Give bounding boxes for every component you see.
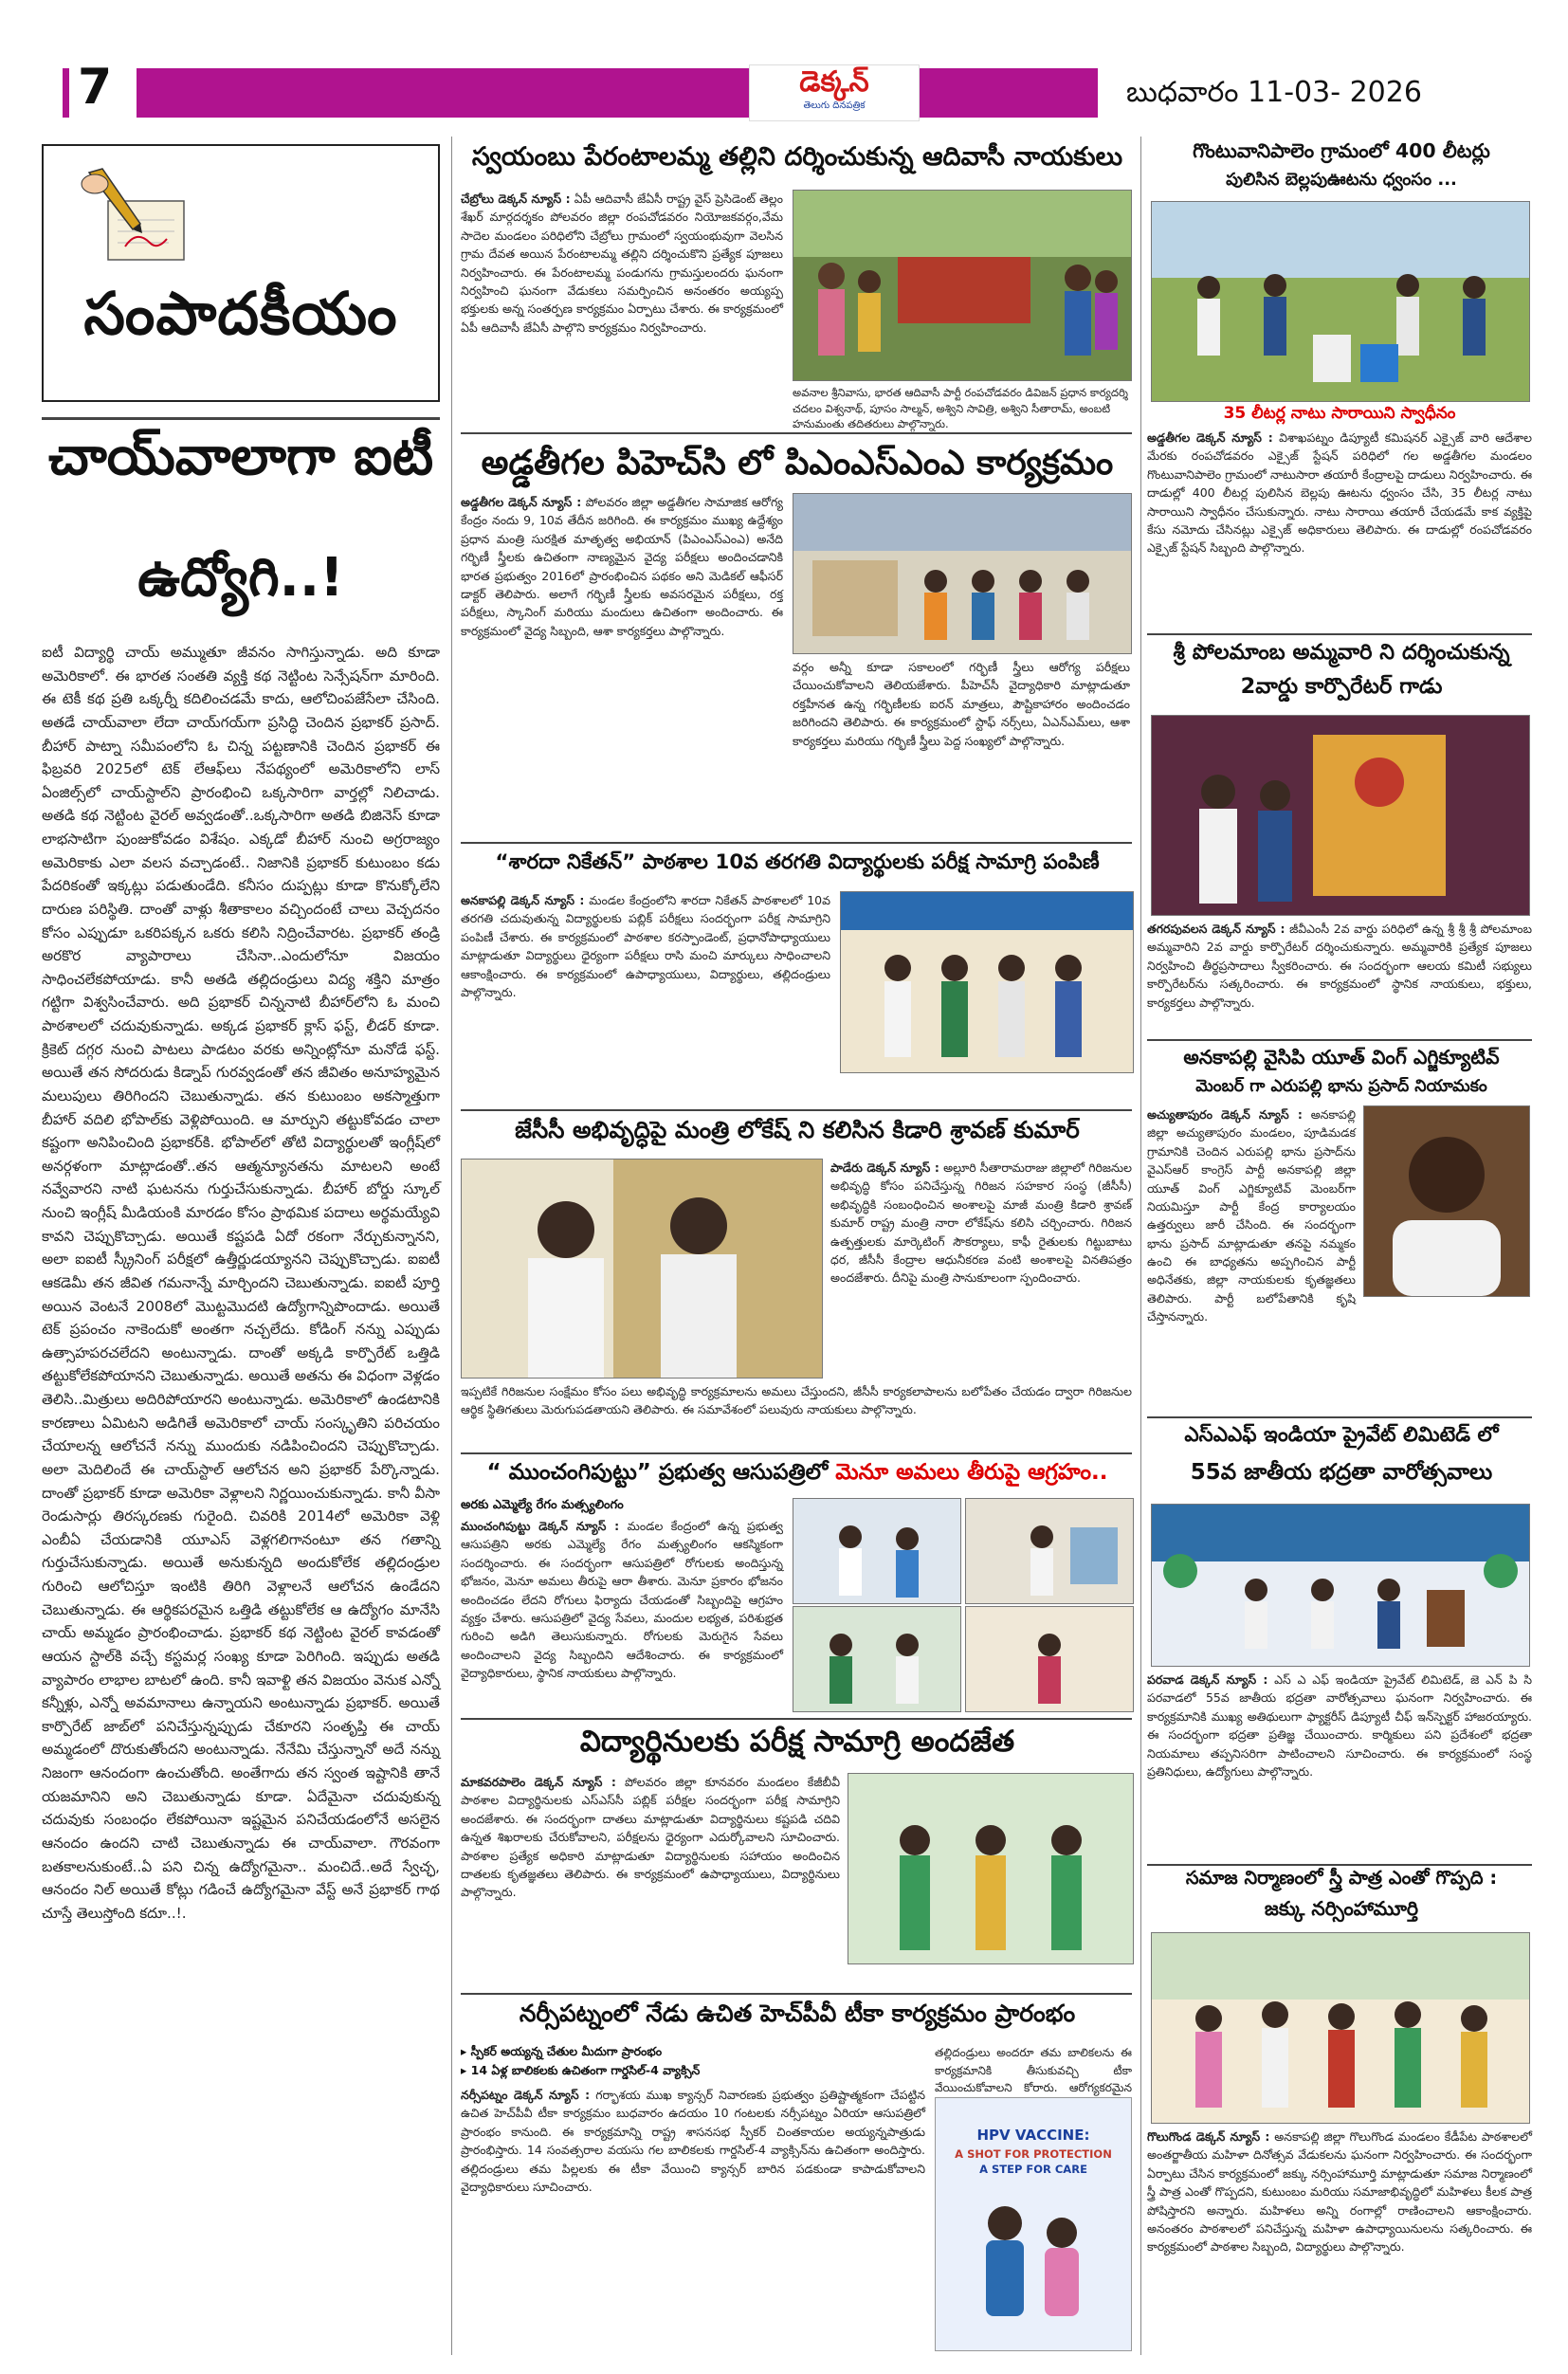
headline-a5: “శారదా నికేతన్” పాఠశాల 10వ తరగతి విద్యార్థులకు పరీక్ష సామాగ్రి పంపిణీ: [495, 850, 1100, 874]
body-a12: గర్భాశయ ముఖ క్యాన్సర్ నివారణకు ప్రభుత్వం ప్రతిష్టాత్మకంగా చేపట్టిన ఉచిత హెచ్‌పీవీ టీకా కార్యక్రమం బుధవారం ఉదయం 10 గంటలకు నర్సీపట్నం ఏరియా ఆసుపత్రిలో ప్రారంభం కానుంది. ఈ కార్యక్రమాన్ని రాష్ట్ర శాసనసభ స్పీకర్ చింతకాయల అయ్యన్నపాత్రుడు ప్రారంభిస్తారు. 14 సంవత్సరాల వయసు గల బాలికలకు గార్డసిల్-4 వ్యాక్సిన్‌ను ఉచితంగా అందిస్తారు. తల్లిదండ్రులు తమ పిల్లలకు ఈ టీకా వేయించి క్యాన్సర్ బారిన పడకుండా కాపాడుకోవాలని వైద్యాధికారులు సూచించారు.: [461, 2088, 925, 2194]
photo-a9-hospital-4: [965, 1606, 1134, 1712]
body-a8: ఎస్ ఎ ఎఫ్ ఇండియా ప్రైవేట్ లిమిటెడ్, జె ఎన్ పి సి పరవాడలో 55వ జాతీయ భద్రతా వారోత్సవాలు ఘనంగా నిర్వహించారు. ఈ కార్యక్రమానికి ముఖ్య అతిథులుగా ఫ్యాక్టరీస్ డిప్యూటీ చీఫ్ ఇన్‌స్పెక్టర్ హాజరయ్యారు. ఈ సందర్భంగా భద్రతా ప్రతిజ్ఞ చేయించారు. కార్మికులు పని ప్రదేశంలో భద్రతా నియమాలు తప్పనిసరిగా పాటించాలని సూచించారు. ఈ కార్యక్రమంలో సంస్థ ప్రతినిధులు, ఉద్యోగులు పాల్గొన్నారు.: [1147, 1672, 1532, 1779]
headline-a9: [461, 1460, 1134, 1485]
headline-a12: నర్సీపట్నంలో నేడు ఉచిత హెచ్‌పీవీ టీకా కార్యక్రమం ప్రారంభం: [519, 2000, 1076, 2027]
article-a3-body: [461, 493, 783, 834]
photo-a10-womens-day: [1151, 1932, 1530, 2124]
body-a11: పోలవరం జిల్లా కూనవరం మండలం కేజీబీవీ పాఠశాల విద్యార్థినులకు ఎస్ఎస్‌సీ పబ్లిక్ పరీక్షల సందర్భంగా పరీక్ష సామాగ్రిని అందజేశారు. ఈ సందర్భంగా దాతలు మాట్లాడుతూ విద్యార్థినులు కష్టపడి చదివి ఉన్నత శిఖరాలకు చేరుకోవాలని, పరీక్షలను ధైర్యంగా ఎదుర్కోవాలని సూచించారు. పాఠశాల ప్రత్యేక అధికారి మాట్లాడుతూ విద్యార్థినులకు సహాయం అందించిన దాతలకు కృతజ్ఞతలు తెలిపారు. ఈ కార్యక్రమంలో ఉపాధ్యాయులు, విద్యార్థినులు పాల్గొన్నారు.: [461, 1775, 840, 1900]
photo-a1-gathering: [793, 190, 1132, 381]
body-a2: విశాఖపట్నం డిప్యూటీ కమిషనర్ ఎక్సైజ్ వారి ఆదేశాల మేరకు రంపచోడవరం ఎక్సైజ్ స్టేషన్ పరిధిలో గల అడ్డతీగల మండలం గొంటువానిపాలెం గ్రామంలో నాటుసారా తయారీ కేంద్రాలపై దాడులు నిర్వహించారు. ఈ దాడుల్లో 400 లీటర్ల పులిసిన బెల్లపు ఊటను ధ్వంసం చేసి, 35 లీటర్ల నాటు సారాయిని స్వాధీనం చేసుకున్నారు. నాటు సారాయి తయారీ చేయడమే కాక వ్యక్తిపై కేసు నమోదు చేసినట్లు ఎక్సైజ్ అధికారులు తెలిపారు. ఈ దాడుల్లో రంపచోడవరం ఎక్సైజ్ స్టేషన్ సిబ్బంది పాల్గొన్నారు.: [1147, 430, 1532, 556]
headline-a8-2: 55వ జాతీయ భద్రతా వారోత్సవాలు: [1190, 1460, 1493, 1485]
poster-line-1: HPV VACCINE:: [976, 2127, 1090, 2144]
divider-a5: [461, 1109, 1132, 1111]
page-number-marker: [63, 68, 69, 118]
divider-a7: [461, 1452, 1132, 1454]
headline-a9-red: మెనూ అమలు తీరుపై ఆగ్రహం..: [835, 1460, 1108, 1485]
editorial-headline-1: చాయ్‌వాలాగా ఐటీ: [47, 426, 434, 487]
headline-a6-2: మెంబర్ గా ఎరుపల్లి భాను ప్రసాద్ నియామకం: [1195, 1077, 1487, 1096]
body-a3: పోలవరం జిల్లా అడ్డతీగల సామాజిక ఆరోగ్య కేంద్రం నందు 9, 10వ తేదీన జరిగింది. ఈ కార్యక్రమం ముఖ్య ఉద్దేశ్యం ప్రధాన మంత్రి సురక్షిత మాతృత్వ అభియాన్ (పిఎంఎస్ఎంఎ) అనేది గర్భిణీ స్త్రీలకు ఉచితంగా నాణ్యమైన వైద్య పరీక్షలు అందించడానికి భారత ప్రభుత్వం 2016లో ప్రారంభించిన పథకం అని మెడికల్ ఆఫీసర్ డాక్టర్ తెలిపారు. అలాగే గర్భిణీ స్త్రీలకు అవసరమైన పరీక్షలు, రక్త పరీక్షలు, స్కానింగ్ మరియు మందులు ఉచితంగా అందించారు. ఈ కార్యక్రమంలో వైద్య సిబ్బంది, ఆశా కార్యకర్తలు పాల్గొన్నారు.: [461, 495, 783, 638]
body-a12-continued: తల్లిదండ్రులు అందరూ తమ బాలికలను ఈ కార్యక్రమానికి తీసుకువచ్చి టీకా వేయించుకోవాలని కోరారు. ఆరోగ్యకరమైన: [935, 2046, 1132, 2095]
poster-line-3: A STEP FOR CARE: [979, 2163, 1087, 2176]
body-a7-continued: ఇప్పటికే గిరిజనుల సంక్షేమం కోసం పలు అభివృద్ధి కార్యక్రమాలను అమలు చేస్తుందని, జీసీసీ కార్యకలాపాలను బలోపేతం చేయడం ద్వారా గిరిజనుల ఆర్థిక స్థితిగతులు మెరుగుపడతాయని తెలిపారు. ఈ సమావేశంలో పలువురు నాయకులు పాల్గొన్నారు.: [461, 1384, 1132, 1417]
body-a1: ఏపీ ఆదివాసీ జేఏసీ రాష్ట్ర వైస్ ప్రెసిడెంట్ తెల్లం శేఖర్ మార్గదర్శకం పోలవరం జిల్లా రంపచోడవరం నియోజకవర్గం,వేమ సాదెల మండలం పరిధిలోని చేబ్రోలు గ్రామంలో స్వయంభువుగా వెలసిన గ్రామ దేవత అయిన పేరంటాలమ్మ తల్లిని దర్శించుకొని ప్రత్యేక పూజలు నిర్వహించారు. ఈ పేరంటాలమ్మ పండుగను గ్రామస్తులందరు ఘనంగా నిర్వహించి ఘనంగా వేడుకలు సమర్పించిన అనంతరం అయ్యప్ప భక్తులకు అన్న సంతర్పణ కార్యక్రమం ఏర్పాటు చేశారు. ఈ కార్యక్రమంలో ఏపీ ఆదివాసీ జేఏసీ పాల్గొని కార్యక్రమం నిర్వహించారు.: [461, 192, 783, 335]
dateline-a8: పరవాడ డెక్కన్ న్యూస్ :: [1147, 1672, 1268, 1687]
photo-a11-students: [848, 1773, 1134, 1964]
dateline-a10: గొలుగొండ డెక్కన్ న్యూస్ :: [1147, 2129, 1270, 2144]
headline-a2-2: పులిసిన బెల్లపుఊటను ధ్వంసం ...: [1226, 170, 1457, 190]
divider-a9: [461, 1718, 1132, 1720]
dateline-a3: అడ్డతీగల డెక్కన్ న్యూస్ :: [461, 495, 582, 509]
bullet-a12-1: [461, 2044, 783, 2062]
article-a12-body: [461, 2086, 925, 2351]
body-a7: అల్లూరి సీతారామరాజు జిల్లాలో గిరిజనుల అభివృద్ధి కోసం పనిచేస్తున్న గిరిజన సహకార సంస్థ (జీసీసీ) అభివృద్ధికి సంబంధించిన అంశాలపై మాజీ మంత్రి కిడారి శ్రావణ్ కుమార్ రాష్ట్ర మంత్రి నారా లోకేష్‌ను కలిసి చర్చించారు. గిరిజన ఉత్పత్తులకు మార్కెటింగ్ సౌకర్యాలు, కాఫీ రైతులకు గిట్టుబాటు ధర, జీసీసీ కేంద్రాల ఆధునీకరణ వంటి అంశాలపై వినతిపత్రం అందజేశారు. దీనిపై మంత్రి సానుకూలంగా స్పందించారు.: [830, 1160, 1132, 1286]
photo-a5-school: [840, 891, 1134, 1073]
dateline-a5: అనకాపల్లి డెక్కన్ న్యూస్ :: [461, 893, 585, 907]
headline-a3: అడ్డతీగల పిహెచ్‌సి లో పిఎంఎస్ఎంఎ కార్యక్రమం: [481, 444, 1114, 483]
divider-a6: [1147, 1416, 1532, 1418]
subhead-a9: అరకు ఎమ్మెల్యే రేగం మత్స్యలింగం: [461, 1498, 624, 1512]
article-a6-body: [1147, 1105, 1356, 1324]
headline-a2-1: గొంటువానిపాలెం గ్రామంలో 400 లీటర్లు: [1193, 139, 1490, 162]
article-a11-body: [461, 1773, 840, 1987]
hpv-poster: [935, 2097, 1132, 2351]
logo-text: డెక్కన్: [799, 65, 869, 99]
headline-a4-2: 2వార్డు కార్పొరేటర్ గాడు: [1240, 674, 1443, 699]
photo-a7-meeting: [461, 1159, 823, 1379]
dateline-a4: తగరపువలస డెక్కన్ న్యూస్ :: [1147, 922, 1285, 936]
pen-writing-icon: [70, 163, 212, 277]
body-a4: జీవీఎంసీ 2వ వార్డు పరిధిలో ఉన్న శ్రీ శ్రీ శ్రీ పోలమాంబ అమ్మవారిని 2వ వార్డు కార్పొరేటర్ దర్శించుకున్నారు. అమ్మవారికి ప్రత్యేక పూజలు నిర్వహించి తీర్థప్రసాదాలు స్వీకరించారు. ఈ సందర్భంగా ఆలయ కమిటీ సభ్యులు కార్పొరేటర్‌ను సత్కరించారు. ఈ కార్యక్రమంలో స్థానిక నాయకులు, భక్తులు, కార్యకర్తలు పాల్గొన్నారు.: [1147, 922, 1532, 1010]
bullet-icon: ▸: [461, 2044, 471, 2058]
logo-box: [749, 64, 920, 121]
dateline-a7: పాడేరు డెక్కన్ న్యూస్ :: [830, 1160, 939, 1175]
editorial-title-box: [42, 144, 440, 402]
body-a3-continued: వర్గం అన్నీ కూడా సకాలంలో గర్భిణీ స్త్రీలు ఆరోగ్య పరీక్షలు చేయించుకోవాలని తెలియజేశారు. పీహెచ్‌సీ వైద్యాధికారి మాట్లాడుతూ రక్తహీనత ఉన్న గర్భిణీలకు ఐరన్ మాత్రలు, పౌష్టికాహారం అందించడం జరిగిందని తెలిపారు. ఈ కార్యక్రమంలో స్టాఫ్ నర్స్‌లు, ఏఎన్ఎమ్‌లు, ఆశా కార్యకర్తలు మరియు గర్భిణీ స్త్రీలు పెద్ద సంఖ్యలో పాల్గొన్నారు.: [793, 660, 1130, 748]
divider-a2: [1147, 633, 1532, 635]
headline-a4-1: శ్రీ పోలమాంబ అమ్మవారి ని దర్శించుకున్న: [1173, 640, 1510, 665]
headline-a11: విద్యార్థినులకు పరీక్ష సామాగ్రి అందజేత: [579, 1725, 1015, 1759]
poster-line-2: A SHOT FOR PROTECTION: [955, 2147, 1112, 2161]
headline-a10-2: జక్కు నర్సింహామూర్తి: [1264, 1897, 1419, 1920]
photo-a9-hospital-2: [965, 1498, 1134, 1604]
headline-a10-1: సమాజ నిర్మాణంలో స్త్రీ పాత్ర ఎంతో గొప్పది :: [1185, 1867, 1498, 1889]
editorial-body: ఐటీ విద్యార్థి చాయ్ అమ్ముతూ జీవనం సాగిస్తున్నాడు. అది కూడా అమెరికాలో. ఈ భారత సంతతి వ్యక్తి కథ నెట్టింట సెన్సేషన్‌గా మారింది. ఈ టెకీ కథ ప్రతి ఒక్కర్నీ కదిలించడమే కాదు, ఆలోచింపజేసేలా చేసింది. అతడే చాయ్‌వాలా లేదా చాయ్‌గయ్‌గా ప్రసిద్ధి చెందిన ప్రభాకర్ ప్రసాద్. బీహార్ పాట్నా సమీపంలోని ఓ చిన్న పట్టణానికి చెందిన ప్రభాకర్ ఈ ఫిబ్రవరి 2025లో టెక్ లేఆఫ్‌లు నేపథ్యంలో అమెరికాలోని లాస్ ఏంజిల్స్‌లో చాయ్‌స్టాల్‌ని ప్రారంభించి ఒక్కసారిగా వార్తల్లో నిలిచాడు. అతడి కథ నెట్టింట వైరల్ అవ్వడంతో..ఒక్కసారిగా అతడి బిజినెస్ కూడా లాభసాటిగా పుంజుకోవడం విశేషం. ఎక్కడో బీహార్ నుంచి అగ్రరాజ్యం అమెరికాకు ఎలా వలస వచ్చాడంటే.. నిజానికి ప్రభాకర్ కుటుంబం కడు పేదరికంతో ఇక్కట్లు పడుతుండేది. కనీసం దుప్పట్లు కూడా కొనుక్కోలేని దారుణ పరిస్థితి. దాంతో వాళ్లు శీతాకాలం వచ్చిందంటే చాలు వెచ్చదనం కోసం ఎప్పుడూ ఒకరిపక్కన ఒకరు కలిసి నిద్రించేవారట. ప్రభాకర్ తండ్రి అరకొర వ్యాపారాలు చేసినా..ఎందులోనూ విజయం సాధించలేకపోయాడు. కానీ అతడి తల్లిదండ్రులు విద్య శక్తిని మాత్రం గట్టిగా విశ్వసించేవారు. అది ప్రభాకర్ చిన్ననాటి బీహార్‌లోని ఓ మంచి పాఠశాలలో చదువుకున్నాడు. అక్కడ ప్రభాకర్ క్లాస్ ఫస్ట్, లీడర్ కూడా. క్రికెట్ దగ్గర నుంచి పాటలు పాడటం వరకు అన్నింట్లోనూ మనోడే ఫస్ట్. అయితే తన సోదరుడు కిడ్నాప్ గురవ్వడంతో తన జీవితం అనూహ్యమైన మలుపులు తిరిగిందని చెబుతున్నాడు. తన కుటుంబం అకస్మాత్తుగా బీహార్ వదిలి భోపాల్‌కు వెళ్లిపోయింది. ఆ మార్పుని తట్టుకోవడం చాలా కష్టంగా అనిపించింది ప్రభాకర్‌కి. భోపాల్‌లో తోటి విద్యార్థులతో ఇంగ్లీష్‌లో అనర్గళంగా మాట్లాడంతో..తన ఆత్మన్యూనతను మాటలని అంటే నవ్వేవారని నాటి ఘటనను గుర్తుచేసుకున్నాడు. బీహార్ బోర్డు స్కూల్ నుంచి ఇంగ్లీష్ మీడియంకి మారడం కోసం ప్రాథమిక పదాలు అర్థమయ్యేవి కావని చెప్పుకొచ్చాడు. అయితే కష్టపడి ఏదో రకంగా నేర్చుకున్నానని, అలా ఐఐటీ స్క్రీనింగ్ పరీక్షలో ఉత్తీర్ణుడయ్యానని చెప్పుకొచ్చాడు. ఐఐటీ ఆకడెమీ తన జీవిత గమనాన్నే మార్చిందని చెబుతున్నాడు. ఐఐటీ పూర్తి అయిన వెంటనే 2008లో మొట్టమొదటి ఉద్యోగాన్నిపొందాడు. అయితే టెక్ ప్రపంచం నాకెందుకో అంతగా నచ్చలేదు. కోడింగ్ నన్ను ఎప్పుడు ఉత్సాహపరచలేదని అంటున్నాడు. దాంతో అక్కడి కార్పొరేట్ ఒత్తిడి తట్టుకోలేకపోయానని చెబుతున్నాడు. అయితే అతను ఈ విధంగా వెళ్లడం తెలిసి..మిత్రులు అదిరిపోయారని అంటున్నాడు. అమెరికాలో ఉండటానికి కారణాలు ఏమిటని అడిగితే అమెరికాలో చాయ్ సంస్కృతిని పరిచయం చేయాలన్న ఆలోచనే నన్ను ముందుకు నడిపించిందని చెప్పుకొచ్చాడు. అలా మెదిలిందే ఈ చాయ్‌స్టాల్ ఆలోచన అని ప్రభాకర్ పేర్కొన్నాడు. దాంతో ప్రభాకర్ కూడా అమెరికా వెళ్లాలని నిర్ణయించుకున్నాడు. కానీ వీసా రెండుసార్లు తిరస్కరణకు గురైంది. చివరికి 2014లో అమెరికా వెళ్లి ఎంబీఏ చేయడానికి యూఎస్ వెళ్లగలిగానంటూ తన గతాన్ని గుర్తుచేసుకున్నాడు. అయితే అనుకున్నది అందుకోలేక తల్లిదండ్రుల గురించి ఆలోచిస్తూ ఇంటికి తిరిగి వెళ్లాలనే ఆలోచన ఉండేదని చెబుతున్నాడు. ఈ ఆర్థికపరమైన ఒత్తిడి తట్టుకోలేక ఆ ఉద్యోగం మానేసి చాయ్ అమ్మడం ప్రారంభించాడు. ప్రభాకర్ కథ నెట్టింట వైరల్ కావడంతో ఆయన స్టాల్‌కి వచ్చే కస్టమర్ల సంఖ్య కూడా పెరిగింది. ఇప్పుడు అతడి వ్యాపారం లాభాల బాటలో ఉంది. కానీ ఇవాళ్టి తన విజయం వెనుక ఎన్నో కన్నీళ్లు, ఎన్నో అవమానాలు ఉన్నాయని అంటున్నాడు ప్రభాకర్. అయితే కార్పొరేట్ జాబ్‌లో పనిచేస్తున్నప్పుడు చేకూరని సంతృప్తి ఈ చాయ్ అమ్మడంలో దొరుకుతోందని అంటున్నాడు. నేనేమి చేస్తున్నానో అదే నన్ను నిజంగా ఆనందంగా ఉంచుతోంది. అంతేగాదు తన స్వంత ఇష్టానికి తానే యజమానిని అని చెబుతున్నాడు కూడా. ఏదేమైనా చదువుకున్న చదువుకు సంబంధం లేకపోయినా ఇష్టమైన పనిచేయడంలోనే అసలైన ఆనందం ఉందని చాటి చెబుతున్నాడు ఈ చాయ్‌వాలా. గౌరవంగా బతకాలనుకుంటే..ఏ పని చిన్న ఉద్యోగమైనా.. మంచిదే..అదే స్వేచ్ఛ, ఆనందం నిల్ అయితే కోట్లు గడించే ఉద్యోగమైనా వేస్ట్ అనే ప్రభాకర్ గాథ చూస్తే తెలుస్తోంది కదూ..!.: [42, 644, 440, 1922]
headline-a6-1: అనకాపల్లి వైసిపి యూత్ వింగ్ ఎగ్జిక్యూటివ్: [1183, 1046, 1500, 1068]
body-a9: మండల కేంద్రంలో ఉన్న ప్రభుత్వ ఆసుపత్రిని అరకు ఎమ్మెల్యే రేగం మత్స్యలింగం ఆకస్మికంగా సందర్శించారు. ఈ సందర్భంగా ఆసుపత్రిలో రోగులకు అందిస్తున్న భోజనం, మెనూ అమలు తీరుపై ఆరా తీశారు. మెనూ ప్రకారం భోజనం అందించడం లేదని రోగులు ఫిర్యాదు చేయడంతో సిబ్బందిపై ఆగ్రహం వ్యక్తం చేశారు. ఆసుపత్రిలో వైద్య సేవలు, మందుల లభ్యత, పరిశుభ్రత గురించి అడిగి తెలుసుకున్నారు. రోగులకు మెరుగైన సేవలు అందించాలని వైద్య సిబ్బందిని ఆదేశించారు. ఈ కార్యక్రమంలో వైద్యాధికారులు, స్థానిక నాయకులు పాల్గొన్నారు.: [461, 1519, 784, 1680]
masthead-bar: [137, 68, 1098, 118]
photo-a3-clinic: [793, 493, 1132, 654]
photo-a4-temple: [1151, 715, 1530, 916]
photo-a2-seizure: [1151, 201, 1530, 402]
article-a8-body: [1147, 1671, 1532, 1860]
body-a6: అనకాపల్లి జిల్లా అచ్యుతాపురం మండలం, పూడిమడక గ్రామానికి చెందిన ఎరుపల్లి భాను ప్రసాద్‌ను వైఎస్ఆర్ కాంగ్రెస్ పార్టీ అనకాపల్లి జిల్లా యూత్ వింగ్ ఎగ్జిక్యూటివ్ మెంబర్‌గా నియమిస్తూ పార్టీ కేంద్ర కార్యాలయం ఉత్తర్వులు జారీ చేసింది. ఈ సందర్భంగా భాను ప్రసాద్ మాట్లాడుతూ తనపై నమ్మకం ఉంచి ఈ బాధ్యతను అప్పగించిన పార్టీ అధినేతకు, జిల్లా నాయకులకు కృతజ్ఞతలు తెలిపారు. పార్టీ బలోపేతానికి కృషి చేస్తానన్నారు.: [1147, 1107, 1356, 1324]
column-divider-right: [1140, 137, 1141, 2355]
photo-a6-portrait: [1363, 1105, 1530, 1297]
dateline-a12: నర్సీపట్నం డెక్కన్ న్యూస్ :: [461, 2088, 591, 2102]
bullet-a12-2: [461, 2063, 783, 2081]
bullet-icon: ▸: [461, 2063, 471, 2077]
editorial-divider: [42, 417, 440, 420]
body-a5: మండల కేంద్రంలోని శారదా నికేతన్ పాఠశాలలో 10వ తరగతి చదువుతున్న విద్యార్థులకు పబ్లిక్ పరీక్షలు సందర్భంగా పరీక్ష సామాగ్రిని పంపిణీ చేశారు. ఈ కార్యక్రమంలో పాఠశాల కరస్పాండెంట్, ప్రధానోపాధ్యాయులు మాట్లాడుతూ విద్యార్థులు ధైర్యంగా పరీక్షలు రాసి మంచి మార్కులు సాధించాలని ఆకాంక్షించారు. ఈ కార్యక్రమంలో ఉపాధ్యాయులు, విద్యార్థులు, తల్లిదండ్రులు పాల్గొన్నారు.: [461, 893, 830, 999]
article-a10-body: [1147, 2127, 1532, 2351]
divider-a1: [461, 432, 1132, 434]
divider-a8: [1147, 1864, 1532, 1866]
body-a10: అనకాపల్లి జిల్లా గొలుగొండ మండలం కేడీపేట పాఠశాలలో అంతర్జాతీయ మహిళా దినోత్సవ వేడుకలను ఘనంగా నిర్వహించారు. ఈ సందర్భంగా ఏర్పాటు చేసిన కార్యక్రమంలో జక్కు నర్సింహామూర్తి మాట్లాడుతూ సమాజ నిర్మాణంలో స్త్రీ పాత్ర ఎంతో గొప్పదని, కుటుంబం మరియు సమాజాభివృద్ధిలో మహిళలు కీలక పాత్ర పోషిస్తారని అన్నారు. మహిళలు అన్ని రంగాల్లో రాణించాలని ఆకాంక్షించారు. అనంతరం పాఠశాలలో పనిచేస్తున్న మహిళా ఉపాధ్యాయినులను సత్కరించారు. ఈ కార్యక్రమంలో పాఠశాల సిబ్బంది, విద్యార్థులు పాల్గొన్నారు.: [1147, 2129, 1532, 2255]
article-a1-body: [461, 190, 783, 379]
dateline-a9: ముంచంగిపుట్టు డెక్కన్ న్యూస్ :: [461, 1519, 620, 1533]
article-a7-body: [830, 1159, 1132, 1377]
dateline-a1: చేబ్రోలు డెక్కన్ న్యూస్ :: [461, 192, 571, 206]
photo-a9-hospital-3: [793, 1606, 961, 1712]
article-a4-body: [1147, 920, 1532, 1033]
dateline-a11: మాకవరపాలెం డెక్కన్ న్యూస్ :: [461, 1775, 616, 1789]
logo-tagline: తెలుగు దినపత్రిక: [803, 100, 866, 111]
headline-a1: స్వయంబు పేరంటాలమ్మ తల్లిని దర్శించుకున్న ఆదివాసీ నాయకులు: [471, 142, 1123, 172]
headline-a7: జేసీసీ అభివృద్ధిపై మంత్రి లోకేష్ ని కలిసిన కిడారి శ్రావణ్ కుమార్: [515, 1116, 1080, 1143]
divider-a11: [461, 1993, 1132, 1995]
column-divider-left: [451, 137, 452, 2355]
editorial-section-title: సంపాదకీయం: [83, 279, 398, 348]
photo-a8-safety-week: [1151, 1504, 1530, 1667]
dateline-a6: అచ్యుతాపురం డెక్కన్ న్యూస్ :: [1147, 1107, 1303, 1122]
article-a5-body: [461, 891, 830, 1104]
bullet-a12-1-text: స్పీకర్ అయ్యన్న చేతుల మీదుగా ప్రారంభం: [470, 2044, 663, 2058]
caption-a1: అవనాల శ్రీనివాసు, భారత ఆదివాసీ పార్టీ రంపచోడవరం డివిజన్ ప్రధాన కార్యదర్శి చదలం విశ్వనాథ్, పూసం సాల్మన్, అశ్విని సావిత్రి, అశ్విని సీతారామ్, అంబటి హనుమంతు తదితరులు పాల్గొన్నారు.: [793, 386, 1128, 431]
dateline-a2: అడ్డతీగల డెక్కన్ న్యూస్ :: [1147, 430, 1273, 445]
bullet-a12-2-text: 14 ఏళ్ల బాలికలకు ఉచితంగా గార్డసిల్-4 వ్యాక్సిన్: [470, 2063, 701, 2077]
divider-a4: [1147, 1039, 1532, 1041]
page-number: 7: [78, 59, 113, 116]
photo-a9-hospital-1: [793, 1498, 961, 1604]
family-illustration: [948, 2185, 1119, 2328]
masthead: [0, 0, 1568, 133]
page-date: బుధవారం 11-03- 2026: [1126, 76, 1422, 109]
photo-caption-a2: 35 లీటర్ల నాటు సారాయిని స్వాధీనం: [1223, 404, 1456, 423]
editorial-headline-2: ఉద్యోగి..!: [137, 547, 344, 609]
article-a9-body: [461, 1517, 783, 1707]
headline-a8-1: ఎస్ఎఎఫ్ ఇండియా ప్రైవేట్ లిమిటెడ్ లో: [1184, 1423, 1499, 1447]
headline-a9-prefix: “ ముంచంగిపుట్టు” ప్రభుత్వ ఆసుపత్రిలో: [486, 1460, 836, 1485]
divider-a3: [461, 842, 1132, 844]
article-a2-body: [1147, 429, 1532, 628]
